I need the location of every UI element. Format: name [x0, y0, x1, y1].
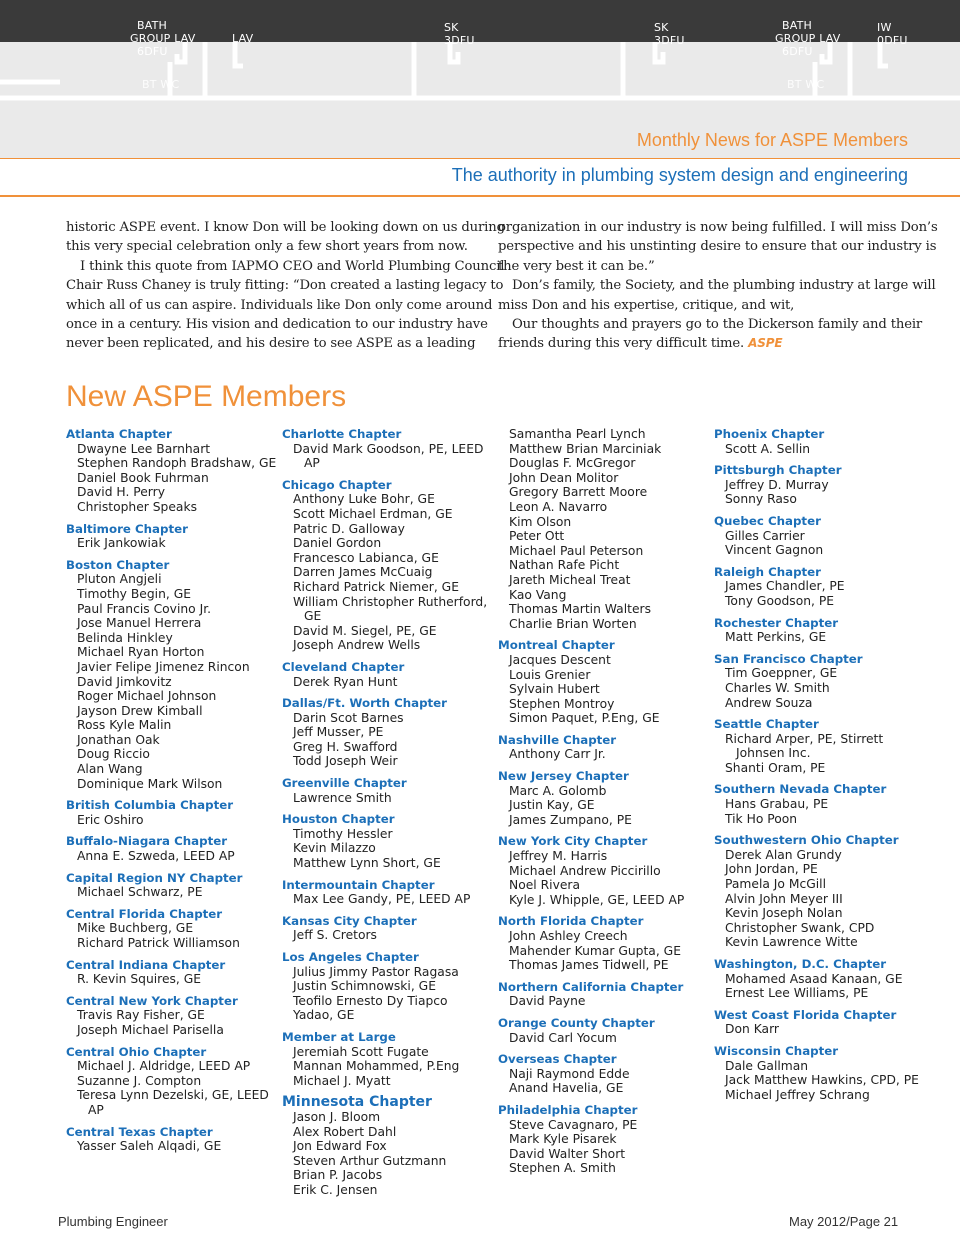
chapter-block: [714, 616, 919, 645]
member-name: Matt Perkins, GE: [725, 630, 827, 645]
members-column-2: [282, 427, 487, 1205]
article-line: [66, 315, 488, 334]
chapter-block: [714, 957, 919, 1001]
fixture-label-bath-group-1: [130, 19, 196, 58]
fixture-line: 3DFU: [654, 34, 685, 47]
chapter-block: [66, 871, 276, 900]
fixture-label-lav: [232, 32, 253, 45]
member-name: Thomas Martin Walters: [509, 602, 651, 617]
member-name: Michael Paul Peterson: [509, 543, 644, 558]
chapter-block: [714, 652, 919, 710]
member-name: Thomas James Tidwell, PE: [509, 958, 669, 973]
article-line-text: Don’s family, the Society, and the plumbing industry at large will: [512, 278, 936, 294]
member-name: Stephen Montroy: [509, 696, 615, 711]
members-column-3: [498, 427, 684, 1183]
member-name: Javier Felipe Jimenez Rincon: [77, 659, 250, 674]
chapter-name: Cleveland Chapter: [282, 659, 405, 674]
member-name: Mannan Mohammed, P.Eng: [293, 1059, 460, 1074]
member-name: Louis Grenier: [509, 667, 591, 682]
chapter-block: [714, 463, 919, 507]
chapter-block: [714, 833, 919, 950]
member-name: Tik Ho Poon: [725, 811, 798, 826]
member-name: Travis Ray Fisher, GE: [77, 1008, 205, 1023]
member-name: Tim Goeppner, GE: [725, 666, 838, 681]
chapter-block: [498, 733, 684, 762]
chapter-name: West Coast Florida Chapter: [714, 1007, 897, 1022]
article-line-text: organization in our industry is now being fulfilled. I will miss Don’s: [498, 220, 938, 235]
publication-name: Plumbing Engineer: [58, 1214, 168, 1229]
chapter-name: Kansas City Chapter: [282, 913, 417, 928]
article-line: [498, 276, 936, 295]
member-name: Francesco Labianca, GE: [293, 550, 439, 565]
article-line: [66, 257, 505, 276]
chapter-name: Atlanta Chapter: [66, 427, 172, 441]
member-name: Noel Rivera: [509, 878, 581, 893]
member-name: Alan Wang: [77, 762, 143, 777]
fixture-line: GROUP LAV: [130, 32, 196, 45]
member-name: Jeffrey M. Harris: [509, 849, 608, 864]
member-name: Jeff Musser, PE: [293, 725, 384, 740]
member-name: Alex Robert Dahl: [293, 1124, 397, 1139]
member-name: [714, 732, 919, 761]
member-name-part: Richard Arper, PE, Stirrett: [725, 731, 884, 746]
member-name-part: AP: [304, 456, 320, 471]
member-name: Matthew Brian Marciniak: [509, 441, 662, 456]
member-name: Anthony Luke Bohr, GE: [293, 492, 435, 507]
member-name: John Jordan, PE: [725, 862, 818, 877]
member-name: James Zumpano, PE: [509, 812, 632, 827]
member-name: John Dean Molitor: [509, 470, 619, 485]
member-name: Lawrence Smith: [293, 790, 392, 805]
member-name: Steve Cavagnaro, PE: [509, 1117, 638, 1132]
member-name: Leon A. Navarro: [509, 499, 608, 514]
member-name: Richard Patrick Williamson: [77, 936, 240, 950]
member-name: Alvin John Meyer III: [725, 891, 843, 906]
member-name: Michael J. Aldridge, LEED AP: [77, 1059, 251, 1074]
chapter-block: [282, 427, 487, 471]
article-line-text: which all of us can aspire. Individuals like Don only come around: [66, 297, 493, 313]
fixture-label-bt-wc-2: BT WC: [787, 78, 825, 91]
fixture-label-bath-group-2: [775, 19, 841, 58]
member-name: Justin Schimnowski, GE: [293, 979, 436, 994]
article-line: [498, 334, 910, 353]
member-name: [282, 442, 487, 471]
member-name: Christopher Swank, CPD: [725, 920, 875, 935]
member-name: Ernest Lee Williams, PE: [725, 986, 869, 1001]
member-name: Greg H. Swafford: [293, 739, 398, 754]
member-name-part: David Mark Goodson, PE, LEED: [293, 441, 484, 456]
article-line-text: historic ASPE event. I know Don will be looking down on us during: [66, 220, 505, 235]
chapter-name: Member at Large: [282, 1029, 396, 1044]
header-bottom-divider: [0, 195, 960, 197]
member-name: Jason J. Bloom: [293, 1109, 381, 1124]
member-name: Gilles Carrier: [725, 528, 805, 543]
fixture-line: 3DFU: [444, 34, 475, 47]
member-name: Dale Gallman: [725, 1058, 809, 1073]
member-name: Michael Ryan Horton: [77, 645, 205, 660]
member-name: Michael J. Myatt: [293, 1073, 391, 1088]
chapter-name: Washington, D.C. Chapter: [714, 957, 887, 971]
member-name: Kevin Milazzo: [293, 841, 376, 856]
section-title: New ASPE Members: [66, 380, 347, 413]
member-name: Ross Kyle Malin: [77, 718, 172, 733]
member-name: Jonathan Oak: [77, 732, 160, 747]
chapter-name: Southwestern Ohio Chapter: [714, 833, 899, 848]
chapter-block: [498, 638, 684, 726]
member-name: Jareth Micheal Treat: [509, 572, 631, 587]
member-name: Darren James McCuaig: [293, 565, 433, 580]
chapter-name: Baltimore Chapter: [66, 521, 188, 536]
fixture-line: IW: [877, 21, 892, 34]
chapter-block: [282, 950, 487, 1023]
article-line: [498, 237, 937, 256]
member-name: Mike Buchberg, GE: [77, 921, 194, 936]
article-line-text: never been replicated, and his desire to see ASPE as a leading: [66, 336, 476, 352]
fixture-label-iw: [877, 21, 908, 47]
member-name: Christopher Speaks: [77, 499, 197, 514]
member-name: Mahender Kumar Gupta, GE: [509, 943, 681, 958]
article-line: [66, 334, 478, 353]
chapter-name: Overseas Chapter: [498, 1052, 617, 1067]
article-line: [66, 296, 493, 315]
article-line: [498, 257, 910, 276]
chapter-block: [66, 427, 276, 515]
chapter-name: Los Angeles Chapter: [282, 950, 419, 964]
fixture-line: LAV: [232, 32, 254, 45]
chapter-name: Central Texas Chapter: [66, 1124, 213, 1139]
article-line: [498, 218, 938, 237]
member-name: [66, 1088, 276, 1117]
member-name: Kevin Joseph Nolan: [725, 906, 843, 921]
chapter-block: [282, 812, 487, 870]
chapter-name: Nashville Chapter: [498, 732, 617, 747]
chapter-name: Orange County Chapter: [498, 1015, 655, 1030]
chapter-name: Boston Chapter: [66, 557, 170, 572]
chapter-name: British Columbia Chapter: [66, 798, 234, 813]
chapter-name: Central New York Chapter: [66, 993, 238, 1008]
member-name: Pamela Jo McGill: [725, 877, 827, 892]
member-name: Anna E. Szweda, LEED AP: [77, 849, 235, 864]
chapter-block: [66, 558, 276, 792]
member-name: Erik C. Jensen: [293, 1182, 378, 1197]
chapter-name: Quebec Chapter: [714, 513, 821, 528]
article-line-text: Our thoughts and prayers go to the Dickerson family and their: [512, 317, 923, 333]
chapter-block: [282, 914, 487, 943]
member-name: Stephen A. Smith: [509, 1161, 616, 1176]
chapter-block: [714, 514, 919, 558]
fixture-line: 6DFU: [782, 45, 813, 58]
chapter-block: [282, 878, 487, 907]
member-name: James Chandler, PE: [725, 579, 845, 594]
chapter-name: Charlotte Chapter: [282, 427, 402, 441]
article-column-right: [498, 218, 938, 354]
chapter-block: [714, 1044, 919, 1102]
chapter-block: [498, 834, 684, 907]
chapter-block: [498, 980, 684, 1009]
chapter-block: [282, 478, 487, 653]
monthly-news-tagline: Monthly News for ASPE Members: [636, 130, 908, 150]
chapter-name: Central Florida Chapter: [66, 906, 223, 921]
member-name: Sylvain Hubert: [509, 682, 600, 697]
member-name: Steven Arthur Gutzmann: [293, 1153, 447, 1168]
authority-tagline: The authority in plumbing system design and engineering: [451, 165, 908, 185]
member-name: Michael Andrew Piccirillo: [509, 863, 661, 878]
member-name: Nathan Rafe Picht: [509, 558, 620, 573]
member-name: Scott Michael Erdman, GE: [293, 506, 453, 521]
member-name: Anthony Carr Jr.: [509, 747, 606, 762]
member-name: Anand Havelia, GE: [509, 1081, 624, 1096]
member-name: Don Karr: [725, 1022, 779, 1037]
chapter-name: Southern Nevada Chapter: [714, 782, 887, 797]
article-line: [66, 218, 505, 237]
fixture-label-sk-2: [654, 21, 685, 47]
member-name: Eric Oshiro: [77, 812, 144, 827]
member-name: Hans Grabau, PE: [725, 797, 829, 812]
member-name: Simon Paquet, P.Eng, GE: [509, 711, 660, 726]
chapter-block: [498, 1016, 684, 1045]
chapter-block: [66, 798, 276, 827]
chapter-name: San Francisco Chapter: [714, 651, 863, 666]
fixture-label-bt-wc-1: BT WC: [142, 78, 180, 91]
member-name: Stephen Randoph Bradshaw, GE: [77, 456, 277, 471]
member-name: Todd Joseph Weir: [293, 754, 398, 769]
member-name: Kao Vang: [509, 587, 567, 602]
article-line-text: friends during this very difficult time.: [498, 336, 745, 352]
chapter-name: Central Ohio Chapter: [66, 1044, 207, 1059]
member-name: David H. Perry: [77, 485, 165, 500]
chapter-name: Montreal Chapter: [498, 638, 615, 653]
member-name-part: William Christopher Rutherford,: [293, 594, 488, 609]
article-line-text: the very best it can be.”: [498, 258, 655, 274]
member-name: Sonny Raso: [725, 492, 797, 507]
member-name: Max Lee Gandy, PE, LEED AP: [293, 892, 471, 907]
chapter-name: Intermountain Chapter: [282, 877, 435, 892]
fixture-line: GROUP LAV: [775, 32, 841, 45]
chapter-block: [714, 782, 919, 826]
chapter-block: [714, 1008, 919, 1037]
fixture-line: BATH: [782, 19, 813, 32]
member-name: Jeffrey D. Murray: [725, 477, 829, 492]
member-name-part: GE: [304, 609, 322, 624]
member-name: Roger Michael Johnson: [77, 689, 217, 704]
chapter-block: [714, 565, 919, 609]
chapter-block: [66, 834, 276, 863]
chapter-block: [66, 994, 276, 1038]
member-name: Timothy Hessler: [293, 826, 393, 841]
fixture-line: SK: [444, 21, 459, 34]
member-name: Naji Raymond Edde: [509, 1066, 630, 1081]
member-name: Teofilo Ernesto Dy Tiapco: [293, 993, 448, 1008]
article-line: [66, 276, 504, 295]
chapter-block: [498, 1103, 684, 1176]
fixture-line: SK: [654, 21, 669, 34]
chapter-name: New York City Chapter: [498, 834, 648, 849]
member-name: Doug Riccio: [77, 747, 150, 762]
fixture-line: 6DFU: [137, 45, 168, 58]
page-header: [0, 0, 960, 196]
chapter-name: New Jersey Chapter: [498, 769, 629, 784]
member-name: David Carl Yocum: [509, 1030, 617, 1045]
article-line-text: once in a century. His vision and dedication to our industry have: [66, 317, 488, 333]
member-name: Richard Patrick Niemer, GE: [293, 579, 459, 594]
fixture-line: 0DFU: [877, 34, 908, 47]
fixture-line: BATH: [137, 19, 168, 32]
article-line: [498, 296, 910, 315]
chapter-block: [498, 1052, 684, 1096]
member-name: Mohamed Asaad Kanaan, GE: [725, 971, 903, 986]
fixture-label-sk-1: [444, 21, 475, 47]
chapter-name: Dallas/Ft. Worth Chapter: [282, 696, 447, 711]
member-name: Kevin Lawrence Witte: [725, 935, 858, 950]
chapter-block: [66, 907, 276, 951]
member-name: Julius Jimmy Pastor Ragasa: [293, 964, 459, 979]
chapter-name: Wisconsin Chapter: [714, 1043, 839, 1058]
member-name: Timothy Begin, GE: [77, 586, 191, 601]
article-column-left: [66, 218, 505, 354]
member-name: [282, 595, 487, 624]
chapter-block: [66, 522, 276, 551]
member-name: Shanti Oram, PE: [725, 760, 826, 775]
header-divider: [0, 158, 960, 159]
chapter-name: Pittsburgh Chapter: [714, 463, 842, 478]
chapter-block: [282, 1030, 487, 1088]
chapter-block: [66, 958, 276, 987]
article-line-text: I think this quote from IAPMO CEO and World Plumbing Council: [80, 258, 505, 274]
chapter-name: Minnesota Chapter: [282, 1094, 432, 1111]
chapter-name: North Florida Chapter: [498, 914, 644, 929]
member-name: Jayson Drew Kimball: [77, 703, 203, 718]
member-name: Paul Francis Covino Jr.: [77, 601, 212, 616]
member-name: R. Kevin Squires, GE: [77, 972, 202, 987]
chapter-block: [66, 1125, 276, 1154]
article-line-text: this very special celebration only a few short years from now.: [66, 239, 468, 255]
member-name: Jack Matthew Hawkins, CPD, PE: [725, 1073, 919, 1088]
chapter-name: Northern California Chapter: [498, 979, 684, 994]
member-name: Jeff S. Cretors: [293, 928, 377, 943]
member-name: Jose Manuel Herrera: [77, 616, 202, 631]
member-name-part: Johnsen Inc.: [736, 746, 811, 761]
chapter-block: [282, 696, 487, 769]
members-column-1: [66, 427, 276, 1161]
member-name: Belinda Hinkley: [77, 630, 173, 645]
member-name: Jacques Descent: [509, 652, 611, 667]
member-name: Mark Kyle Pisarek: [509, 1132, 617, 1147]
article-line-text: perspective and his unstinting desire to ensure that our industry is: [498, 239, 937, 255]
chapter-name: Seattle Chapter: [714, 717, 819, 732]
member-name: Daniel Book Fuhrman: [77, 470, 209, 485]
chapter-block: [66, 1045, 276, 1118]
member-name: Andrew Souza: [725, 695, 813, 710]
article-line-text: Chair Russ Chaney is truly fitting: “Don created a lasting legacy to: [66, 278, 504, 294]
chapter-name: Chicago Chapter: [282, 477, 392, 492]
member-name: Joseph Michael Parisella: [77, 1022, 224, 1037]
member-name: David M. Siegel, PE, GE: [293, 623, 437, 638]
member-name: Vincent Gagnon: [725, 543, 824, 558]
member-name: Peter Ott: [509, 529, 565, 544]
article-line: [498, 315, 923, 334]
member-name: Matthew Lynn Short, GE: [293, 856, 441, 871]
member-name: Kim Olson: [509, 514, 572, 529]
member-name: Erik Jankowiak: [77, 536, 166, 551]
chapter-block: [714, 427, 919, 456]
member-name: Jon Edward Fox: [293, 1139, 387, 1154]
member-name-part: Teresa Lynn Dezelski, GE, LEED: [77, 1088, 269, 1103]
member-name: Jeremiah Scott Fugate: [293, 1044, 429, 1059]
chapter-name: Rochester Chapter: [714, 615, 839, 630]
member-name: Yasser Saleh Alqadi, GE: [77, 1139, 222, 1154]
page-number: May 2012/Page 21: [789, 1214, 899, 1229]
member-name: Kyle J. Whipple, GE, LEED AP: [509, 892, 685, 907]
chapter-name: Philadelphia Chapter: [498, 1102, 638, 1117]
chapter-block: [498, 914, 684, 972]
chapter-block: [282, 776, 487, 805]
member-name: Michael Schwarz, PE: [77, 885, 203, 900]
member-name: Charles W. Smith: [725, 680, 830, 695]
members-column-4: [714, 427, 919, 1109]
member-name: Gregory Barrett Moore: [509, 485, 648, 500]
chapter-block: [498, 769, 684, 827]
chapter-name: Capital Region NY Chapter: [66, 870, 243, 885]
chapter-block: [714, 717, 919, 775]
chapter-name: Raleigh Chapter: [714, 564, 822, 579]
member-name: Yadao, GE: [293, 1008, 355, 1023]
member-name: David Payne: [509, 994, 586, 1009]
member-name: David Walter Short: [509, 1146, 626, 1161]
chapter-block: [282, 1095, 487, 1197]
chapter-block: [282, 660, 487, 689]
member-name: Darin Scot Barnes: [293, 710, 404, 725]
member-name: Dwayne Lee Barnhart: [77, 441, 211, 456]
member-name: Marc A. Golomb: [509, 783, 607, 798]
chapter-name: Greenville Chapter: [282, 776, 407, 791]
chapter-name: Houston Chapter: [282, 812, 395, 827]
member-name: Suzanne J. Compton: [77, 1073, 202, 1088]
member-name: Scott A. Sellin: [725, 441, 811, 456]
member-name: David Jimkovitz: [77, 674, 172, 689]
member-name: Daniel Gordon: [293, 536, 382, 551]
member-name: John Ashley Creech: [509, 929, 628, 943]
member-name: Douglas F. McGregor: [509, 456, 636, 471]
chapter-name: Central Indiana Chapter: [66, 957, 226, 972]
member-name: Derek Ryan Hunt: [293, 674, 398, 689]
article-line: [66, 237, 478, 256]
member-name: Brian P. Jacobs: [293, 1168, 383, 1183]
member-name: Justin Kay, GE: [509, 798, 595, 813]
member-name-part: AP: [88, 1102, 104, 1117]
chapter-name: Buffalo-Niagara Chapter: [66, 834, 228, 849]
member-name: Patric D. Galloway: [293, 521, 405, 536]
member-name: Charlie Brian Worten: [509, 616, 637, 631]
aspe-signature-logo: ASPE: [748, 336, 783, 351]
member-name: Tony Goodson, PE: [725, 593, 835, 608]
member-name: Joseph Andrew Wells: [293, 638, 421, 653]
member-name: Derek Alan Grundy: [725, 847, 842, 862]
member-name: Pluton Angjeli: [77, 572, 162, 587]
article-line-text: miss Don and his expertise, critique, and wit,: [498, 297, 795, 313]
chapter-block: [498, 427, 684, 631]
member-name: Samantha Pearl Lynch: [509, 427, 646, 441]
member-name: Michael Jeffrey Schrang: [725, 1087, 870, 1102]
member-name: Dominique Mark Wilson: [77, 776, 223, 791]
chapter-name: Phoenix Chapter: [714, 427, 825, 441]
